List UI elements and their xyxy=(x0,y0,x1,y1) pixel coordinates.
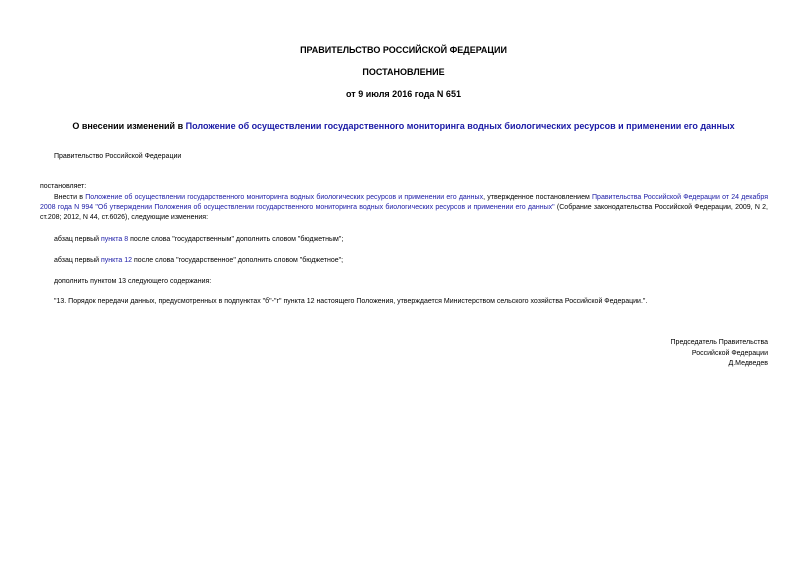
regulation-link[interactable]: Положение об осуществлении государственного мониторинга водных биологических ресурсов и применении его данных xyxy=(85,194,484,201)
decrees-line: постановляет: xyxy=(40,183,87,190)
amendment-item-8 xyxy=(54,235,343,245)
item-12-text-b: после слова "государственное" дополнить словом "бюджетное"; xyxy=(132,257,344,264)
signature-position: Председатель Правительства xyxy=(670,339,768,346)
signature-organization: Российской Федерации xyxy=(691,349,768,357)
item-12-text-a: абзац первый xyxy=(54,257,101,264)
paragraph-amendments-text-a: Внести в xyxy=(54,194,86,201)
amendment-add-clause: дополнить пунктом 13 следующего содержания: xyxy=(54,278,212,285)
document-title xyxy=(0,121,807,131)
document-date-number: от 9 июля 2016 года N 651 xyxy=(346,89,461,99)
clause-12-link[interactable]: пункта 12 xyxy=(101,257,133,264)
paragraph-amendments xyxy=(40,193,768,224)
amendment-item-12 xyxy=(54,256,343,266)
document-type: ПОСТАНОВЛЕНИЕ xyxy=(362,67,445,77)
paragraph-amendments-text-b: , утвержденное постановлением xyxy=(483,194,593,201)
item-8-text-b: после слова "государственным" дополнить словом "бюджетным"; xyxy=(128,236,344,243)
title-prefix: О внесении изменений в xyxy=(72,121,186,131)
clause-13-text: "13. Порядок передачи данных, предусмотренных в подпунктах "б"-"г" пункта 12 настоящего Положения, утверждается Министерством сельского хозяйства Российской Федерации.". xyxy=(54,298,648,305)
paragraph-amendments-text-c: (Собрание законодательства Российской Федерации, 2009, N 2, ст.208; 2012, N 44, ст.6026), следующие изменения: xyxy=(40,204,768,222)
government-line: Правительство Российской Федерации xyxy=(54,153,182,160)
decree-link[interactable]: Правительства Российской Федерации от 24 декабря 2008 года N 994 "Об утверждении Положения об осуществлении государственного мониторинга водных биологических ресурсов и применении его данных" xyxy=(40,194,768,212)
government-name: ПРАВИТЕЛЬСТВО РОССИЙСКОЙ ФЕДЕРАЦИИ xyxy=(300,45,507,55)
clause-8-link[interactable]: пункта 8 xyxy=(101,236,129,243)
signature-block xyxy=(671,338,768,370)
signature-name: Д.Медведев xyxy=(728,360,768,367)
item-8-text-a: абзац первый xyxy=(54,236,101,243)
title-link[interactable]: Положение об осуществлении государственного мониторинга водных биологических ресурсов и применении его данных xyxy=(185,121,735,131)
